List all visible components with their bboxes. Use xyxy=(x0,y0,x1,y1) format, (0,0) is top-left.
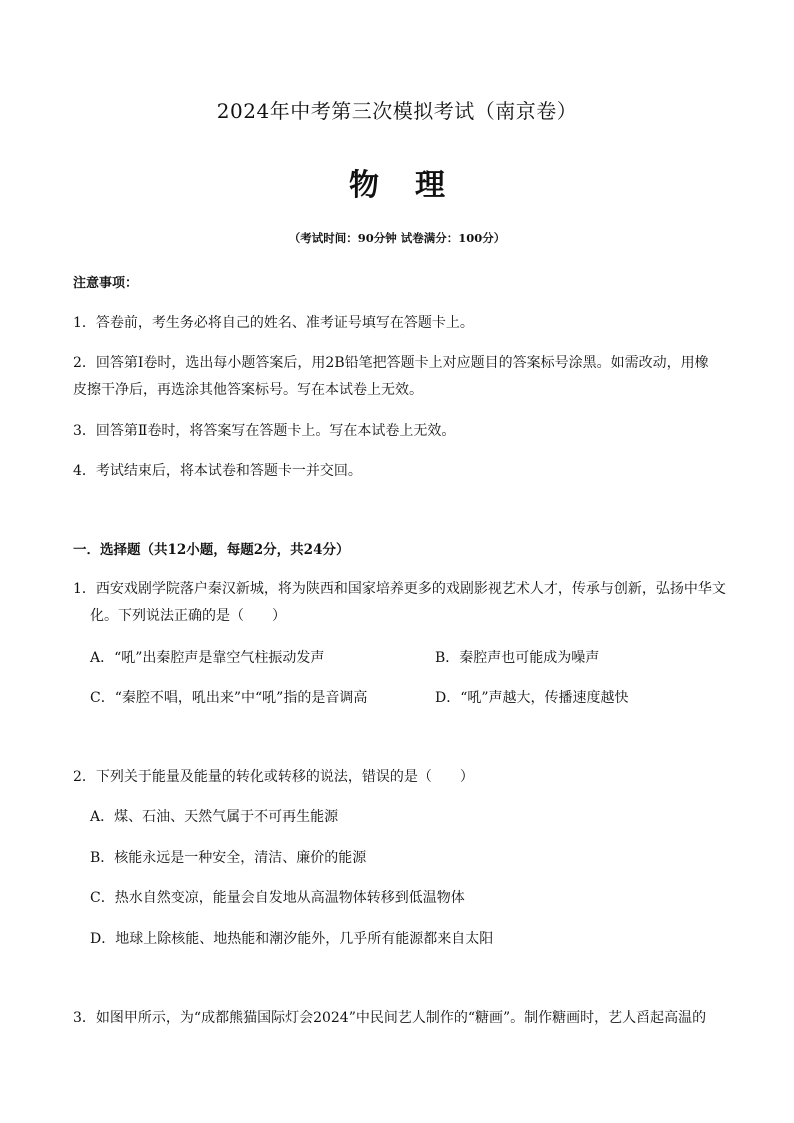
q1-option-b: B．秦腔声也可能成为噪声 xyxy=(435,650,600,666)
exam-meta: （考试时间：90分钟 试卷满分：100分） xyxy=(288,231,506,245)
q1-option-a: A．“吼”出秦腔声是靠空气柱振动发声 xyxy=(90,650,325,666)
note-4: 4．考试结束后，将本试卷和答题卡一并交回。 xyxy=(73,463,362,479)
q3-stem-line-1: 3．如图甲所示，为“成都熊猫国际灯会2024”中民间艺人制作的“糖画”。制作糖画时，艺人舀起高温的 xyxy=(73,1010,707,1026)
note-3: 3．回答第Ⅱ卷时，将答案写在答题卡上。写在本试卷上无效。 xyxy=(73,423,456,439)
note-2-line-1: 2．回答第Ⅰ卷时，选出每小题答案后，用2B铅笔把答题卡上对应题目的答案标号涂黑。如需改动，用橡 xyxy=(73,355,709,371)
q2-option-d: D．地球上除核能、地热能和潮汐能外，几乎所有能源都来自太阳 xyxy=(90,931,494,947)
note-1: 1．答卷前，考生务必将自己的姓名、准考证号填写在答题卡上。 xyxy=(73,315,474,331)
exam-title: 2024年中考第三次模拟考试（南京卷） xyxy=(216,99,578,123)
q1-option-c: C．“秦腔不唱，吼出来”中“吼”指的是音调高 xyxy=(90,690,368,706)
subject-char-2: 理 xyxy=(415,168,445,203)
note-2-line-2: 皮擦干净后，再选涂其他答案标号。写在本试卷上无效。 xyxy=(73,382,423,398)
q1-stem-line-2: 化。下列说法正确的是（ ） xyxy=(90,608,286,624)
notes-heading: 注意事项： xyxy=(73,276,139,291)
q2-option-a: A．煤、石油、天然气属于不可再生能源 xyxy=(90,809,339,825)
subject-title xyxy=(0,160,794,204)
q1-stem-line-1: 1．西安戏剧学院落户秦汉新城，将为陕西和国家培养更多的戏剧影视艺术人才，传承与创新，弘扬中华文 xyxy=(73,581,726,597)
section-heading: 一．选择题（共12小题，每题2分，共24分） xyxy=(73,542,350,558)
q2-option-c: C．热水自然变凉，能量会自发地从高温物体转移到低温物体 xyxy=(90,890,465,906)
q1-option-d: D．“吼”声越大，传播速度越快 xyxy=(435,690,629,706)
q2-stem: 2．下列关于能量及能量的转化或转移的说法，错误的是（ ） xyxy=(73,769,474,785)
q2-option-b: B．核能永远是一种安全，清洁、廉价的能源 xyxy=(90,850,367,866)
subject-char-1: 物 xyxy=(349,168,379,203)
